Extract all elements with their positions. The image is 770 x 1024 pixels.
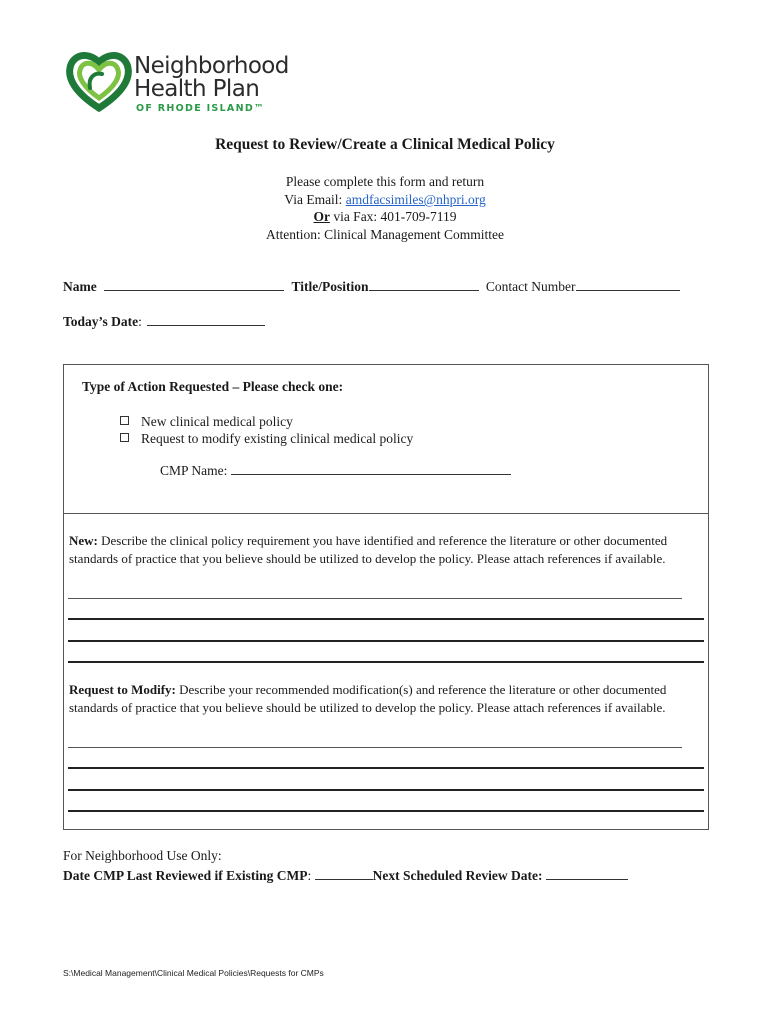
cmp-name-row [160, 462, 511, 479]
option-modify[interactable] [120, 431, 413, 447]
new-label: New: [69, 533, 98, 548]
date-field[interactable] [147, 313, 265, 326]
name-label: Name [63, 279, 97, 294]
action-heading: Type of Action Requested – Please check one: [82, 379, 344, 394]
neighborhood-use-label: For Neighborhood Use Only: [63, 848, 222, 863]
last-reviewed-field[interactable] [315, 867, 373, 880]
date-colon: : [138, 314, 142, 329]
next-review-label: Next Scheduled Review Date: [372, 868, 543, 883]
checkbox-new[interactable] [120, 416, 129, 425]
cmp-name-field[interactable] [231, 462, 511, 475]
fax-line [0, 208, 770, 226]
nhp-logo [66, 48, 296, 118]
logo-text-rhode-island: OF RHODE ISLAND™ [136, 103, 265, 114]
new-answer-line-1[interactable] [68, 598, 682, 599]
email-prefix: Via Email: [284, 192, 346, 207]
logo-text-health-plan: Health Plan [134, 76, 260, 102]
new-answer-line-2[interactable] [68, 618, 704, 620]
email-link[interactable]: amdfacsimiles@nhpri.org [345, 192, 486, 207]
option-new-label: New clinical medical policy [141, 414, 293, 429]
next-review-field[interactable] [546, 867, 628, 880]
modify-text: Describe your recommended modification(s) and reference the literature or other documented standards of practice that you believe should be utilized to develop the policy. Please attach references if available. [69, 682, 667, 715]
contact-label: Contact Number [485, 279, 576, 294]
new-answer-line-3[interactable] [68, 640, 704, 642]
instruction-line: Please complete this form and return [285, 174, 485, 189]
title-label: Title/Position [291, 279, 369, 294]
heart-logo-icon [66, 48, 132, 114]
file-path: S:\Medical Management\Clinical Medical Policies\Requests for CMPs [63, 968, 324, 978]
new-answer-line-4[interactable] [68, 661, 704, 663]
email-line [0, 191, 770, 209]
modify-answer-line-4[interactable] [68, 810, 704, 812]
last-reviewed-label: Date CMP Last Reviewed if Existing CMP [63, 868, 308, 883]
modify-description [69, 681, 709, 717]
modify-label: Request to Modify: [69, 682, 176, 697]
title-field[interactable] [369, 278, 479, 291]
logo-text-neighborhood: Neighborhood [134, 53, 289, 79]
modify-answer-line-3[interactable] [68, 789, 704, 791]
date-row [63, 313, 265, 330]
option-modify-label: Request to modify existing clinical medical policy [141, 431, 414, 446]
last-reviewed-colon: : [307, 868, 312, 883]
form-title: Request to Review/Create a Clinical Medical Policy [215, 136, 555, 153]
date-label: Today’s Date [63, 314, 139, 329]
modify-answer-line-1[interactable] [68, 747, 682, 748]
option-new[interactable] [120, 414, 293, 430]
modify-answer-line-2[interactable] [68, 767, 704, 769]
or-text: Or [313, 209, 330, 224]
review-dates-row [63, 867, 628, 884]
checkbox-modify[interactable] [120, 433, 129, 442]
contact-field[interactable] [576, 278, 680, 291]
name-field[interactable] [104, 278, 284, 291]
box-divider [63, 513, 709, 514]
cmp-name-label: CMP Name: [160, 463, 231, 478]
new-description [69, 532, 709, 568]
attention-line: Attention: Clinical Management Committee [265, 227, 505, 242]
new-text: Describe the clinical policy requirement you have identified and reference the literature or other documented standards of practice that you believe should be utilized to develop the policy. Please attach references if available. [69, 533, 668, 566]
fax-text: via Fax: 401-709-7119 [329, 209, 457, 224]
contact-fields-row [63, 278, 680, 295]
